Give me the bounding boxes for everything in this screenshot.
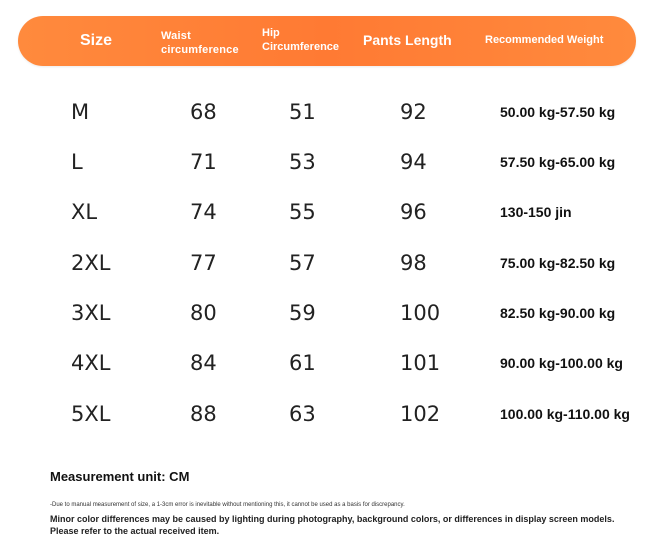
size-chart-header <box>18 16 636 66</box>
cell-pants-length: 96 <box>400 200 427 224</box>
cell-waist: 77 <box>190 251 217 275</box>
table-row <box>0 150 660 190</box>
cell-weight: 75.00 kg-82.50 kg <box>500 255 616 271</box>
cell-weight: 100.00 kg-110.00 kg <box>500 406 630 422</box>
table-row <box>0 251 660 291</box>
cell-size: 2XL <box>71 251 111 275</box>
disclaimer-text: -Due to manual measurement of size, a 1-3cm error is inevitable without mentioning this, it cannot be used as a basis for discrepancy. <box>50 502 405 508</box>
cell-hip: 59 <box>289 301 316 325</box>
cell-size: XL <box>71 200 98 224</box>
header-hip <box>262 26 352 54</box>
table-row <box>0 301 660 341</box>
cell-weight: 50.00 kg-57.50 kg <box>500 104 616 120</box>
cell-pants-length: 94 <box>400 150 427 174</box>
cell-waist: 68 <box>190 100 217 124</box>
color-difference-note: Minor color differences may be caused by lighting during photography, background colors, or differences in display screen models. Please refer to the actual received item. <box>50 514 615 536</box>
cell-pants-length: 100 <box>400 301 441 325</box>
cell-pants-length: 98 <box>400 251 427 275</box>
cell-hip: 51 <box>289 100 316 124</box>
header-pants-length: Pants Length <box>363 32 452 48</box>
cell-pants-length: 102 <box>400 402 441 426</box>
header-hip-text: Hip Circumference <box>262 27 340 53</box>
cell-size: L <box>71 150 83 174</box>
table-row <box>0 100 660 140</box>
cell-size: 4XL <box>71 351 111 375</box>
table-row <box>0 351 660 391</box>
measurement-unit: Measurement unit: CM <box>50 469 190 484</box>
header-waist-text: Waist circumference <box>161 30 239 56</box>
cell-size: M <box>71 100 90 124</box>
cell-weight: 57.50 kg-65.00 kg <box>500 154 616 170</box>
header-size: Size <box>80 32 113 49</box>
cell-hip: 53 <box>289 150 316 174</box>
cell-waist: 71 <box>190 150 217 174</box>
cell-waist: 88 <box>190 402 217 426</box>
header-recommended-weight: Recommended Weight <box>485 34 604 46</box>
table-row <box>0 200 660 240</box>
cell-hip: 63 <box>289 402 316 426</box>
cell-size: 3XL <box>71 301 111 325</box>
header-waist <box>161 29 256 57</box>
cell-pants-length: 92 <box>400 100 427 124</box>
cell-waist: 84 <box>190 351 217 375</box>
cell-pants-length: 101 <box>400 351 441 375</box>
cell-weight: 82.50 kg-90.00 kg <box>500 305 616 321</box>
cell-waist: 80 <box>190 301 217 325</box>
cell-hip: 57 <box>289 251 316 275</box>
cell-hip: 55 <box>289 200 316 224</box>
table-row <box>0 402 660 442</box>
cell-size: 5XL <box>71 402 111 426</box>
cell-waist: 74 <box>190 200 217 224</box>
cell-weight: 130-150 jin <box>500 204 572 220</box>
cell-hip: 61 <box>289 351 316 375</box>
cell-weight: 90.00 kg-100.00 kg <box>500 355 623 371</box>
